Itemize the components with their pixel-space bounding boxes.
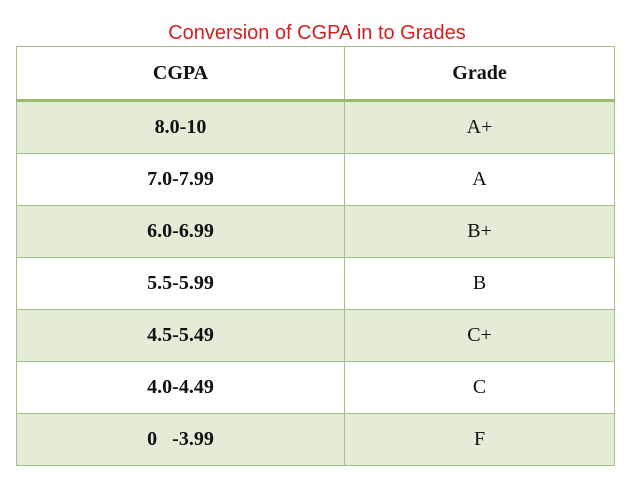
cgpa-cell: 6.0-6.99 [17, 206, 345, 258]
cgpa-cell: 8.0-10 [17, 101, 345, 154]
grade-cell: B [345, 258, 615, 310]
grade-cell: C+ [345, 310, 615, 362]
cgpa-cell: 7.0-7.99 [17, 154, 345, 206]
cgpa-grade-table [16, 46, 615, 466]
table-header-row [17, 47, 615, 101]
grade-cell: C [345, 362, 615, 414]
cgpa-cell: 5.5-5.99 [17, 258, 345, 310]
cgpa-cell: 4.5-5.49 [17, 310, 345, 362]
table-row [17, 206, 615, 258]
table-row [17, 310, 615, 362]
page-title: Conversion of CGPA in to Grades [168, 22, 466, 44]
table-row [17, 362, 615, 414]
column-header-cgpa: CGPA [17, 47, 345, 101]
column-header-grade: Grade [345, 47, 615, 101]
table-row [17, 101, 615, 154]
table-row [17, 258, 615, 310]
grade-cell: A [345, 154, 615, 206]
cgpa-cell: 0 -3.99 [17, 414, 345, 466]
cgpa-cell: 4.0-4.49 [17, 362, 345, 414]
grade-cell: B+ [345, 206, 615, 258]
table-row [17, 414, 615, 466]
grade-cell: A+ [345, 101, 615, 154]
table-row [17, 154, 615, 206]
grade-cell: F [345, 414, 615, 466]
